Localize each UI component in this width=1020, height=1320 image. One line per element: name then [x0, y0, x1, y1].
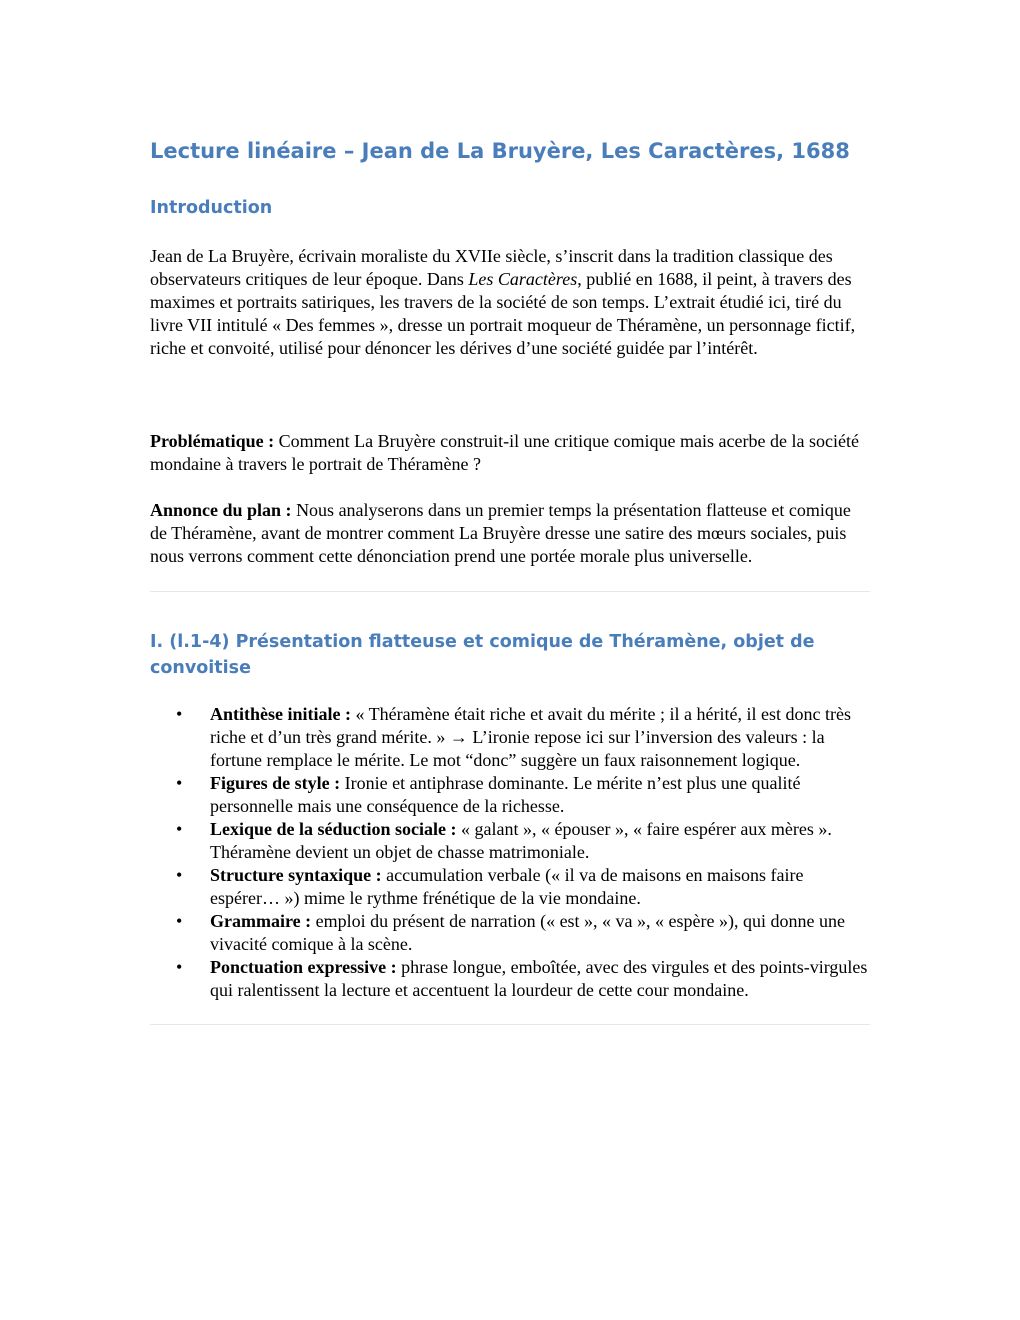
list-item-label: Ponctuation expressive :: [210, 957, 397, 977]
introduction-text-before: Jean de La Bruyère, écrivain moraliste du XVIIe siècle, s’inscrit dans la tradition classique des observateurs critiques de leur époque. Dans: [150, 246, 833, 289]
section-divider: [150, 1024, 870, 1025]
section-1-heading: I. (l.1-4) Présentation flatteuse et comique de Théramène, objet de convoitise: [150, 632, 815, 678]
annonce-label: Annonce du plan :: [150, 500, 292, 520]
list-item-text: « Théramène était riche et avait du mérite ; il a hérité, il est donc très riche et d’un très grand mérite. » → L’ironie repose ici sur l’inversion des valeurs : la fortune remplace le mérite. Le mot “donc” suggère un faux raisonnement logique.: [210, 704, 851, 770]
annonce-paragraph: [150, 499, 870, 568]
document-page: [150, 136, 870, 1025]
introduction-paragraph: [150, 245, 870, 360]
problematique-text: Comment La Bruyère construit-il une critique comique mais acerbe de la société mondaine à travers le portrait de Théramène ?: [150, 431, 859, 474]
list-item: [176, 772, 870, 818]
list-item: [176, 910, 870, 956]
section-1-list: [150, 703, 870, 1002]
list-item-label: Structure syntaxique :: [210, 865, 382, 885]
list-item-label: Grammaire :: [210, 911, 312, 931]
list-item-label: Antithèse initiale :: [210, 704, 351, 724]
list-item: [176, 818, 870, 864]
bullet-icon: •: [176, 704, 183, 724]
annonce-text: Nous analyserons dans un premier temps la présentation flatteuse et comique de Théramène, avant de montrer comment La Bruyère dresse une satire des mœurs sociales, puis nous verrons comment cette dénonciation prend une portée morale plus universelle.: [150, 500, 851, 566]
list-item-text: « galant », « épouser », « faire espérer aux mères ». Théramène devient un objet de chasse matrimoniale.: [210, 819, 832, 862]
problematique-paragraph: [150, 430, 870, 476]
list-item: [176, 956, 870, 1002]
list-item: [176, 864, 870, 910]
problematique-label: Problématique :: [150, 431, 275, 451]
bullet-icon: •: [176, 865, 183, 885]
list-item-text: emploi du présent de narration (« est », « va », « espère »), qui donne une vivacité comique à la scène.: [210, 911, 845, 954]
list-item: [176, 703, 870, 772]
work-title: Les Caractères: [468, 269, 578, 289]
bullet-icon: •: [176, 773, 183, 793]
list-item-text: Ironie et antiphrase dominante. Le mérite n’est plus une qualité personnelle mais une conséquence de la richesse.: [210, 773, 801, 816]
introduction-text-after: , publié en 1688, il peint, à travers des maximes et portraits satiriques, les travers de la société de son temps. L’extrait étudié ici, tiré du livre VII intitulé « Des femmes », dresse un portrait moqueur de Théramène, un personnage fictif, riche et convoité, utilisé pour dénoncer les dérives d’une société guidée par l’intérêt.: [150, 269, 856, 358]
document-title: Lecture linéaire – Jean de La Bruyère, Les Caractères, 1688: [150, 139, 850, 163]
list-item-text: accumulation verbale (« il va de maisons en maisons faire espérer… ») mime le rythme frénétique de la vie mondaine.: [210, 865, 804, 908]
list-item-label: Lexique de la séduction sociale :: [210, 819, 457, 839]
list-item-label: Figures de style :: [210, 773, 341, 793]
bullet-icon: •: [176, 819, 183, 839]
bullet-icon: •: [176, 911, 183, 931]
bullet-icon: •: [176, 957, 183, 977]
introduction-heading: Introduction: [150, 198, 273, 218]
section-divider: [150, 591, 870, 592]
list-item-text: phrase longue, emboîtée, avec des virgules et des points-virgules qui ralentissent la lecture et accentuent la lourdeur de cette cour mondaine.: [210, 957, 868, 1000]
